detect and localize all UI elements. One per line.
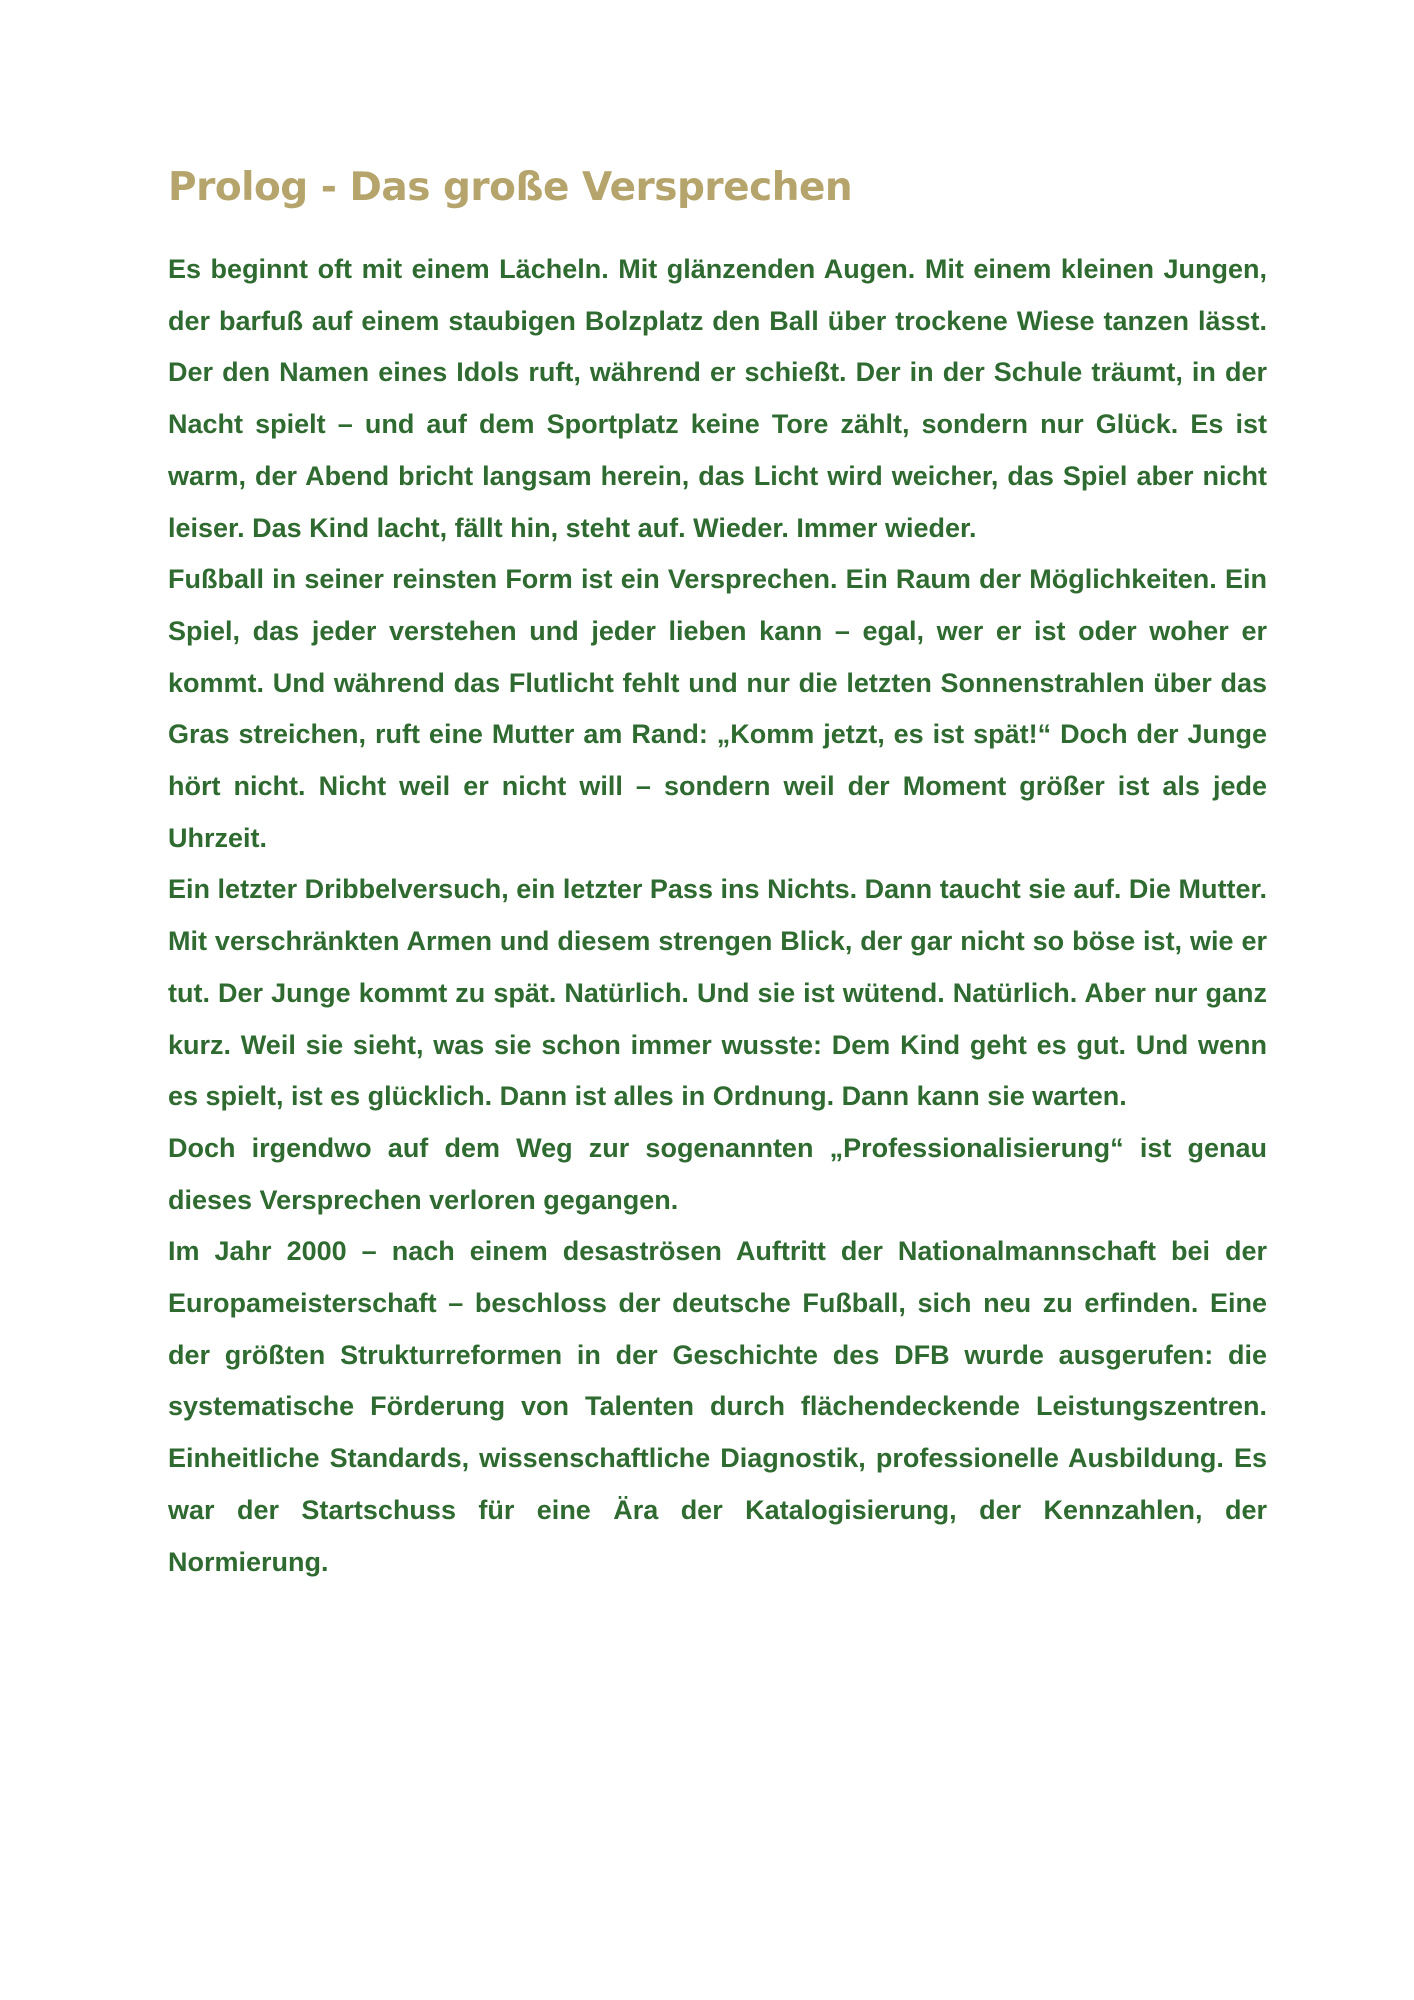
chapter-title: Prolog - Das große Versprechen (168, 165, 853, 210)
paragraph-4: Doch irgendwo auf dem Weg zur sogenannten „Professionalisierung“ ist genau dieses Versprechen verloren gegangen. (168, 1132, 1267, 1215)
document-page (168, 160, 1267, 1588)
paragraph-3: Ein letzter Dribbelversuch, ein letzter Pass ins Nichts. Dann taucht sie auf. Die Mutter. Mit verschränkten Armen und diesem strengen Blick, der gar nicht so böse ist, wie er tut. Der Junge kommt zu spät. Natürlich. Und sie ist wütend. Natürlich. Aber nur ganz kurz. Weil sie sieht, was sie schon immer wusste: Dem Kind geht es gut. Und wenn es spielt, ist es glücklich. Dann ist alles in Ordnung. Dann kann sie warten. (168, 874, 1267, 1112)
paragraph-5: Im Jahr 2000 – nach einem desaströsen Auftritt der Nationalmannschaft bei der Europameisterschaft – beschloss der deutsche Fußball, sich neu zu erfinden. Eine der größten Strukturreformen in der Geschichte des DFB wurde ausgerufen: die systematische Förderung von Talenten durch flächendeckende Leistungszentren. Einheitliche Standards, wissenschaftliche Diagnostik, professionelle Ausbildung. Es war der Startschuss für eine Ära der Katalogisierung, der Kennzahlen, der Normierung. (168, 1236, 1267, 1577)
paragraph-1: Es beginnt oft mit einem Lächeln. Mit glänzenden Augen. Mit einem kleinen Jungen, der barfuß auf einem staubigen Bolzplatz den Ball über trockene Wiese tanzen lässt. Der den Namen eines Idols ruft, während er schießt. Der in der Schule träumt, in der Nacht spielt – und auf dem Sportplatz keine Tore zählt, sondern nur Glück. Es ist warm, der Abend bricht langsam herein, das Licht wird weicher, das Spiel aber nicht leiser. Das Kind lacht, fällt hin, steht auf. Wieder. Immer wieder. (168, 254, 1267, 543)
paragraph-2: Fußball in seiner reinsten Form ist ein Versprechen. Ein Raum der Möglichkeiten. Ein Spiel, das jeder verstehen und jeder lieben kann – egal, wer er ist oder woher er kommt. Und während das Flutlicht fehlt und nur die letzten Sonnenstrahlen über das Gras streichen, ruft eine Mutter am Rand: „Komm jetzt, es ist spät!“ Doch der Junge hört nicht. Nicht weil er nicht will – sondern weil der Moment größer ist als jede Uhrzeit. (168, 564, 1267, 853)
